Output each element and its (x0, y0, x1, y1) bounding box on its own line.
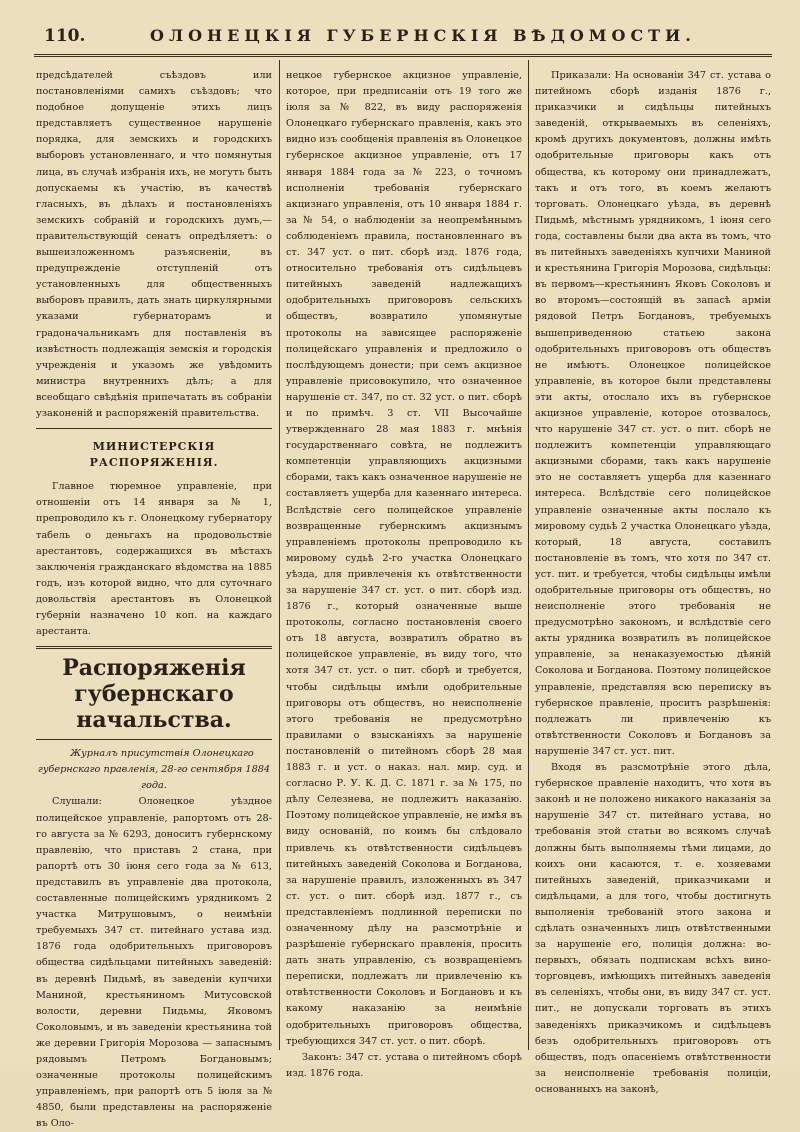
column-1-paragraph-3: Слушали: Олонецкое уѣздное полицейское управленіе, рапортомъ отъ 28-го августа за № 6293, доноситъ губернскому правленію, что приставъ 2 стана, при рапортѣ отъ 30 іюня сего года за № 613, представилъ въ управленіе два протокола, составленные полицейскимъ урядникомъ 2 участка Митрушовымъ, о неимѣніи требуемыхъ 347 ст. питейнаго устава изд. 1876 года одобрительныхъ приговоровъ общества сидѣльцами питейныхъ заведеній: въ деревнѣ Пидьмѣ, въ заведеніи купчихи Маниной, крестьяниномъ Митусовской волости, деревни Пидьмы, Яковомъ Соколовымъ, и въ заведеніи крестьянина той же деревни Григорія Морозова — запаснымъ рядовымъ Петромъ Богдановымъ; означенные протоколы полицейскимъ управленіемъ, при рапортѣ отъ 5 іюля за № 4850, были представлены на распоряженіе въ Оло- (36, 796, 272, 1130)
column-2-paragraph-2: Законъ: 347 ст. устава о питейномъ сборѣ изд. 1876 года. (286, 1051, 522, 1079)
column-1 (36, 68, 272, 1130)
journal-subtitle: Журналъ присутствія Олонецкаго губернскаго правленія, 28-го сентября 1884 года. (37, 748, 271, 792)
column-3 (535, 68, 771, 1095)
header-rule (34, 54, 772, 57)
column-3-paragraph-1: Приказали: На основаніи 347 ст. устава о питейномъ сборѣ изданія 1876 г., приказчики и сидѣльцы питейныхъ заведеній, открываемыхъ въ селеніяхъ, кромѣ другихъ документовъ, должны имѣть одобрительные приговоры какъ отъ общества, къ которому они принадлежатъ, такъ и отъ того, въ коемъ желаютъ торговать. Олонецкаго уѣзда, въ деревнѣ Пидьмѣ, мѣстнымъ урядникомъ, 1 іюня сего года, составлены были два акта въ томъ, что въ питейныхъ заведеніяхъ купчихи Маниной и крестьянина Григорія Морозова, сидѣльцы: въ первомъ—крестьянинъ Яковъ Соколовъ и во второмъ—состоящій въ запасѣ арміи рядовой Петръ Богдановъ, требуемыхъ вышеприведенною статьею закона одобрительныхъ приговоровъ отъ обществъ не имѣютъ. Олонецкое полицейское управленіе, въ которое были представлены эти акты, отослало ихъ въ губернское акцизное управленіе, которое отозвалось, что нарушеніе 347 ст. уст. о пит. сборѣ не подлежитъ компетенціи управляющаго акцизными сборами, такъ какъ нарушеніе это не составляетъ ущерба для казеннаго интереса. Вслѣдствіе сего полицейское управленіе означенные акты послало къ мировому судьѣ 2 участка Олонецкаго уѣзда, который, 18 августа, составилъ постановленіе въ томъ, что хотя по 347 ст. уст. пит. и требуется, чтобы сидѣльцы имѣли одобрительные приговоры отъ обществъ, но неисполненіе этого требованія не предусмотрѣно закономъ, и вслѣдствіе сего акты урядника возвратилъ въ полицейское управленіе, за ненаказуемостью дѣяній Соколова и Богданова. Поэтому полицейское управленіе, представляя всю переписку въ губернское правленіе, проситъ разрѣшенія: подлежатъ ли привлеченію къ отвѣтственности Соколовъ и Богдановъ за нарушеніе 347 ст. уст. пит. (535, 70, 771, 757)
column-3-paragraph-2: Входя въ разсмотрѣніе этого дѣла, губернское правленіе находитъ, что хотя въ законѣ и не положено никакого наказанія за нарушеніе 347 ст. питейнаго устава, но требованія этой статьи во всякомъ случаѣ должны быть выполняемы тѣми лицами, до коихъ они касаются, т. е. хозяевами питейныхъ заведеній, приказчиками и сидѣльцами, а для того, чтобы достигнуть выполненія требованій этого закона и сдѣлать означенныхъ лицъ отвѣтственными за нарушеніе его, полиція должна: во-первыхъ, обязать подпискам всѣхъ вино-торговцевъ, имѣющихъ питейныхъ заведенія въ селеніяхъ, чтобы они, въ виду 347 ст. уст. пит., не допускали торговать въ этихъ заведеніяхъ приказчикомъ и сидѣльцевъ безъ одобрительныхъ приговоровъ отъ обществъ, подъ опасеніемъ отвѣтственности за неисполненіе требованія полиціи, основанныхъ на законѣ, (535, 762, 771, 1095)
section-heading-provincial: Распоряженія губернскаго начальства. (62, 655, 246, 734)
column-1-paragraph-2: Главное тюремное управленіе, при отношеніи отъ 14 января за № 1, препроводило къ г. Олонецкому губернатору табель о деньгахъ на продовольствіе арестантовъ, содержащихся въ мѣстахъ заключенія гражданскаго вѣдомства на 1885 годъ, изъ которой видно, что для суточнаго довольствія арестантовъ въ Олонецкой губерніи назначено 10 коп. на каждаго арестанта. (36, 481, 272, 638)
column-2-paragraph-1: нецкое губернское акцизное управленіе, которое, при предписаніи отъ 19 того же іюля за № 822, въ виду распоряженія Олонецкаго губернскаго правленія, какъ это видно изъ сообщенія правленія въ Олонецкое губернское акцизное управленіе, отъ 17 января 1884 года за № 223, о точномъ исполненіи требованія губернскаго акцизнаго управленія, отъ 10 января 1884 г. за № 54, о наблюденіи за неопремѣннымъ соблюденіемъ правила, постановленнаго въ ст. 347 уст. о пит. сборѣ изд. 1876 года, относительно требованія отъ сидѣльцевъ питейныхъ заведеній надлежащихъ одобрительныхъ приговоровъ сельскихъ обществъ, возвратило упомянутые протоколы на зависящее распоряженіе полицейскаго управленія и предложило о послѣдующемъ донести; при семъ акцизное управленіе присовокупило, что означенное нарушеніе ст. 347, по ст. 32 уст. о пит. сборѣ и по примѣч. 3 ст. VII Высочайше утвержденнаго 28 мая 1883 г. мнѣнія государственнаго совѣта, не подлежитъ компетенціи управляющихъ акцизными сборами, такъ какъ означенное нарушеніе не составляетъ ущерба для казеннаго интереса. Вслѣдствіе сего полицейское управленіе возвращенные губернскимъ акцизнымъ управленіемъ протоколы препроводило къ мировому судьѣ 2-го участка Олонецкаго уѣзда, для привлеченія къ отвѣтственности за нарушеніе 347 ст. уст. о пит. сборѣ изд. 1876 г., который означенные выше протоколы, согласно постановленія своего отъ 18 августа, возвратилъ обратно въ полицейское управленіе, въ виду того, что хотя 347 ст. уст. о пит. сборѣ и требуется, чтобы сидѣльцы имѣли одобрительные приговоры отъ обществъ, но неисполненіе этого требованія не предусмотрѣно правилами о взысканіяхъ за нарушеніе постановленій о питейномъ сборѣ 28 мая 1883 г. и уст. о наказ. нал. мир. суд. и согласно Р. У. К. Д. С. 1871 г. за № 175, по дѣлу Селезнева, не подлежитъ наказанію. Поэтому полицейское управленіе, не имѣя въ виду основаній, по коимъ бы слѣдовало привлечь къ отвѣтственности сидѣльцевъ питейныхъ заведеній Соколова и Богданова, за нарушеніе правилъ, изложенныхъ въ 347 ст. уст. о пит. сборѣ изд. 1877 г., съ представленіемъ подлинной переписки по означенному дѣлу на разсмотрѣніе и разрѣшеніе губернскаго правленія, просить дать знать управленію, съ возвращеніемъ переписки, подлежатъ ли привлеченію къ отвѣтственности Соколовъ и Богдановъ и къ какому наказанію за неимѣніе одобрительныхъ приговоровъ общества, требующихся 347 ст. уст. о пит. сборѣ. (286, 70, 522, 1047)
column-divider-2 (528, 60, 529, 1050)
section-rule (36, 739, 272, 740)
column-divider-1 (279, 60, 280, 1050)
column-1-paragraph-1: предсѣдателей съѣздовъ или постановленіями самихъ съѣздовъ; что подобное допущеніе этихъ лицъ представляетъ существенное нарушеніе порядка, для земскихъ и городскихъ выборовъ установленнаго, и что помянутыя лица, въ случаѣ избранія ихъ, не могутъ быть допускаемы къ участію, въ качествѣ гласныхъ, въ дѣлахъ и постановленіяхъ земскихъ собраній и городскихъ думъ,—правительствующій сенатъ опредѣляетъ: о вышеизложенномъ разъясненіи, въ предупрежденіе отступленій отъ установленныхъ для общественныхъ выборовъ правилъ, дать знать циркулярными указами губернаторамъ и градоначальникамъ для поставленія въ извѣстность подлежащія земскія и городскія учрежденія и указомъ же увѣдомить министра внутреннихъ дѣлъ; а для всеобщаго свѣдѣнія припечатать въ собраніи узаконеній и распоряженій правительства. (36, 70, 272, 419)
column-2 (286, 68, 522, 1079)
page-header (0, 0, 800, 52)
section-rule-double (36, 646, 272, 649)
newspaper-title: ОЛОНЕЦКІЯ ГУБЕРНСКІЯ ВѢДОМОСТИ. (150, 26, 696, 45)
section-rule (36, 428, 272, 429)
section-heading-ministerial: МИНИСТЕРСКІЯ РАСПОРЯЖЕНІЯ. (89, 440, 219, 470)
page-number: 110. (44, 26, 86, 46)
